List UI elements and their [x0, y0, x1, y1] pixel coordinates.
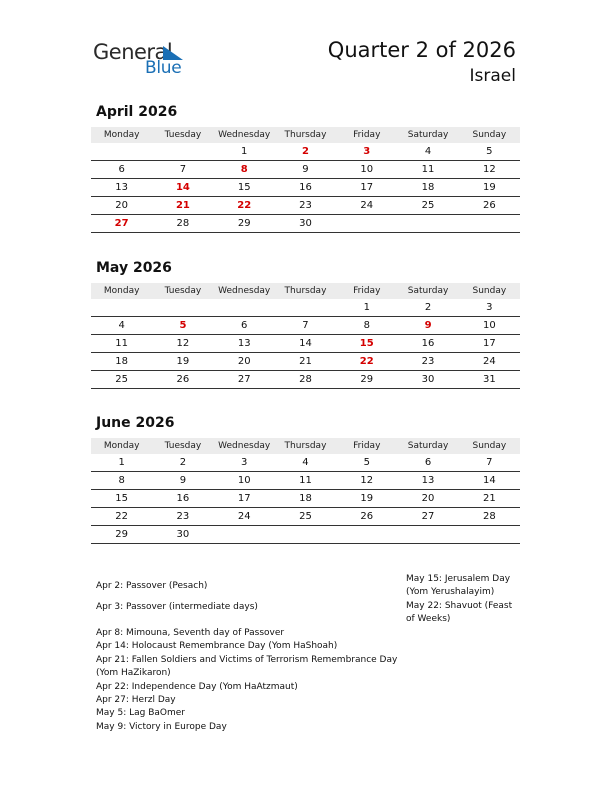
holiday-date-cell: 9 — [397, 317, 458, 335]
holiday-notes-left — [96, 627, 397, 734]
week-row — [91, 526, 520, 544]
holiday-note: May 9: Victory in Europe Day — [96, 721, 227, 732]
weekday-header: Saturday — [397, 438, 458, 454]
week-row — [91, 215, 520, 233]
weekday-header: Wednesday — [214, 438, 275, 454]
date-cell: 5 — [336, 454, 397, 472]
date-cell — [91, 143, 152, 161]
date-cell: 26 — [459, 197, 520, 215]
holiday-date-cell: 22 — [214, 197, 275, 215]
date-cell: 4 — [91, 317, 152, 335]
holiday-note: Apr 3: Passover (intermediate days) — [96, 602, 258, 613]
weekday-header: Tuesday — [152, 127, 213, 143]
holiday-notes-top — [96, 580, 258, 615]
date-cell: 28 — [152, 215, 213, 233]
date-cell: 1 — [91, 454, 152, 472]
date-cell: 9 — [152, 472, 213, 490]
date-cell: 27 — [397, 508, 458, 526]
date-cell: 16 — [397, 335, 458, 353]
date-cell: 18 — [91, 353, 152, 371]
date-cell: 7 — [275, 317, 336, 335]
holiday-note: (Yom Yerushalayim) — [406, 587, 495, 598]
date-cell: 10 — [459, 317, 520, 335]
date-cell: 20 — [91, 197, 152, 215]
month-title: May 2026 — [96, 260, 172, 276]
calendar-grid — [91, 127, 520, 233]
date-cell: 13 — [91, 179, 152, 197]
date-cell: 23 — [275, 197, 336, 215]
holiday-note: Apr 21: Fallen Soldiers and Victims of Terrorism Remembrance Day — [96, 654, 398, 665]
weekday-header: Tuesday — [152, 283, 213, 299]
date-cell: 13 — [397, 472, 458, 490]
date-cell: 19 — [152, 353, 213, 371]
date-cell: 4 — [275, 454, 336, 472]
date-cell — [152, 299, 213, 317]
holiday-date-cell: 15 — [336, 335, 397, 353]
date-cell — [275, 299, 336, 317]
holiday-date-cell: 5 — [152, 317, 213, 335]
weekday-header: Monday — [91, 283, 152, 299]
date-cell: 6 — [91, 161, 152, 179]
date-cell: 6 — [214, 317, 275, 335]
holiday-date-cell: 2 — [275, 143, 336, 161]
date-cell: 30 — [152, 526, 213, 544]
date-cell: 21 — [275, 353, 336, 371]
weekday-header: Monday — [91, 127, 152, 143]
date-cell: 20 — [397, 490, 458, 508]
date-cell: 24 — [336, 197, 397, 215]
date-cell: 24 — [214, 508, 275, 526]
weekday-header: Friday — [336, 127, 397, 143]
generalblue-logo — [93, 40, 193, 80]
week-row — [91, 299, 520, 317]
month-title: April 2026 — [96, 104, 178, 120]
date-cell: 10 — [214, 472, 275, 490]
weekday-header: Thursday — [275, 283, 336, 299]
weekday-header: Friday — [336, 283, 397, 299]
date-cell: 19 — [459, 179, 520, 197]
date-cell: 28 — [275, 371, 336, 389]
country-name: Israel — [469, 66, 516, 86]
date-cell: 30 — [397, 371, 458, 389]
date-cell — [152, 143, 213, 161]
date-cell: 12 — [336, 472, 397, 490]
week-row — [91, 179, 520, 197]
date-cell — [336, 215, 397, 233]
week-row — [91, 371, 520, 389]
weekday-header: Sunday — [459, 283, 520, 299]
date-cell: 22 — [91, 508, 152, 526]
holiday-note: (Yom HaZikaron) — [96, 668, 171, 679]
date-cell — [397, 215, 458, 233]
date-cell — [91, 299, 152, 317]
date-cell: 17 — [336, 179, 397, 197]
week-row — [91, 353, 520, 371]
holiday-date-cell: 27 — [91, 215, 152, 233]
date-cell: 10 — [336, 161, 397, 179]
holiday-date-cell: 22 — [336, 353, 397, 371]
date-cell — [336, 526, 397, 544]
date-cell: 3 — [459, 299, 520, 317]
date-cell: 4 — [397, 143, 458, 161]
week-row — [91, 490, 520, 508]
holiday-date-cell: 21 — [152, 197, 213, 215]
week-row — [91, 317, 520, 335]
date-cell: 3 — [214, 454, 275, 472]
week-row — [91, 161, 520, 179]
date-cell: 15 — [214, 179, 275, 197]
date-cell — [214, 526, 275, 544]
date-cell: 8 — [91, 472, 152, 490]
date-cell: 16 — [152, 490, 213, 508]
week-row — [91, 508, 520, 526]
date-cell: 17 — [459, 335, 520, 353]
date-cell: 25 — [397, 197, 458, 215]
date-cell: 16 — [275, 179, 336, 197]
date-cell: 26 — [152, 371, 213, 389]
date-cell: 25 — [275, 508, 336, 526]
date-cell: 20 — [214, 353, 275, 371]
date-cell: 13 — [214, 335, 275, 353]
date-cell: 12 — [152, 335, 213, 353]
date-cell: 29 — [336, 371, 397, 389]
date-cell: 23 — [397, 353, 458, 371]
calendar-grid — [91, 438, 520, 544]
date-cell: 29 — [214, 215, 275, 233]
date-cell: 15 — [91, 490, 152, 508]
date-cell: 14 — [275, 335, 336, 353]
holiday-date-cell: 14 — [152, 179, 213, 197]
logo-text-blue: Blue — [145, 58, 182, 78]
date-cell: 2 — [397, 299, 458, 317]
holiday-note: May 15: Jerusalem Day — [406, 574, 511, 584]
weekday-header: Thursday — [275, 438, 336, 454]
week-row — [91, 454, 520, 472]
date-cell: 31 — [459, 371, 520, 389]
date-cell: 6 — [397, 454, 458, 472]
date-cell: 2 — [152, 454, 213, 472]
date-cell: 12 — [459, 161, 520, 179]
calendar-grid — [91, 283, 520, 389]
holiday-note: May 22: Shavuot (Feast — [406, 600, 513, 611]
date-cell: 23 — [152, 508, 213, 526]
date-cell: 11 — [91, 335, 152, 353]
date-cell: 1 — [336, 299, 397, 317]
month-june — [91, 414, 520, 544]
holiday-note: Apr 2: Passover (Pesach) — [96, 581, 208, 591]
date-cell: 1 — [214, 143, 275, 161]
holiday-note: Apr 8: Mimouna, Seventh day of Passover — [96, 628, 285, 638]
week-row — [91, 197, 520, 215]
holiday-note: Apr 27: Herzl Day — [96, 695, 176, 706]
date-cell: 21 — [459, 490, 520, 508]
weekday-header: Friday — [336, 438, 397, 454]
holiday-note: of Weeks) — [406, 614, 451, 625]
logo-text-general: General — [93, 40, 173, 64]
date-cell: 8 — [336, 317, 397, 335]
date-cell: 17 — [214, 490, 275, 508]
date-cell: 11 — [275, 472, 336, 490]
week-row — [91, 335, 520, 353]
date-cell: 18 — [397, 179, 458, 197]
weekday-header: Wednesday — [214, 127, 275, 143]
date-cell: 25 — [91, 371, 152, 389]
holiday-note: Apr 22: Independence Day (Yom HaAtzmaut) — [96, 681, 298, 692]
date-cell: 14 — [459, 472, 520, 490]
month-title: June 2026 — [96, 415, 175, 431]
date-cell: 27 — [214, 371, 275, 389]
date-cell — [275, 526, 336, 544]
weekday-header: Sunday — [459, 438, 520, 454]
weekday-header: Thursday — [275, 127, 336, 143]
date-cell: 11 — [397, 161, 458, 179]
date-cell: 19 — [336, 490, 397, 508]
date-cell: 7 — [152, 161, 213, 179]
weekday-header: Saturday — [397, 127, 458, 143]
date-cell: 24 — [459, 353, 520, 371]
weekday-header: Monday — [91, 438, 152, 454]
weekday-header: Sunday — [459, 127, 520, 143]
date-cell: 29 — [91, 526, 152, 544]
date-cell — [397, 526, 458, 544]
weekday-header: Saturday — [397, 283, 458, 299]
date-cell: 28 — [459, 508, 520, 526]
weekday-header: Tuesday — [152, 438, 213, 454]
date-cell — [459, 526, 520, 544]
week-row — [91, 472, 520, 490]
date-cell: 9 — [275, 161, 336, 179]
date-cell: 5 — [459, 143, 520, 161]
date-cell: 30 — [275, 215, 336, 233]
holiday-note: May 5: Lag BaOmer — [96, 708, 185, 719]
month-april — [91, 103, 520, 233]
date-cell: 18 — [275, 490, 336, 508]
date-cell — [214, 299, 275, 317]
page-title: Quarter 2 of 2026 — [327, 38, 516, 62]
holiday-date-cell: 8 — [214, 161, 275, 179]
month-may — [91, 259, 520, 389]
holiday-notes-right — [406, 573, 512, 627]
holiday-note: Apr 14: Holocaust Remembrance Day (Yom HaShoah) — [96, 641, 338, 652]
date-cell — [459, 215, 520, 233]
holiday-date-cell: 3 — [336, 143, 397, 161]
date-cell: 26 — [336, 508, 397, 526]
weekday-header: Wednesday — [214, 283, 275, 299]
week-row — [91, 143, 520, 161]
date-cell: 7 — [459, 454, 520, 472]
